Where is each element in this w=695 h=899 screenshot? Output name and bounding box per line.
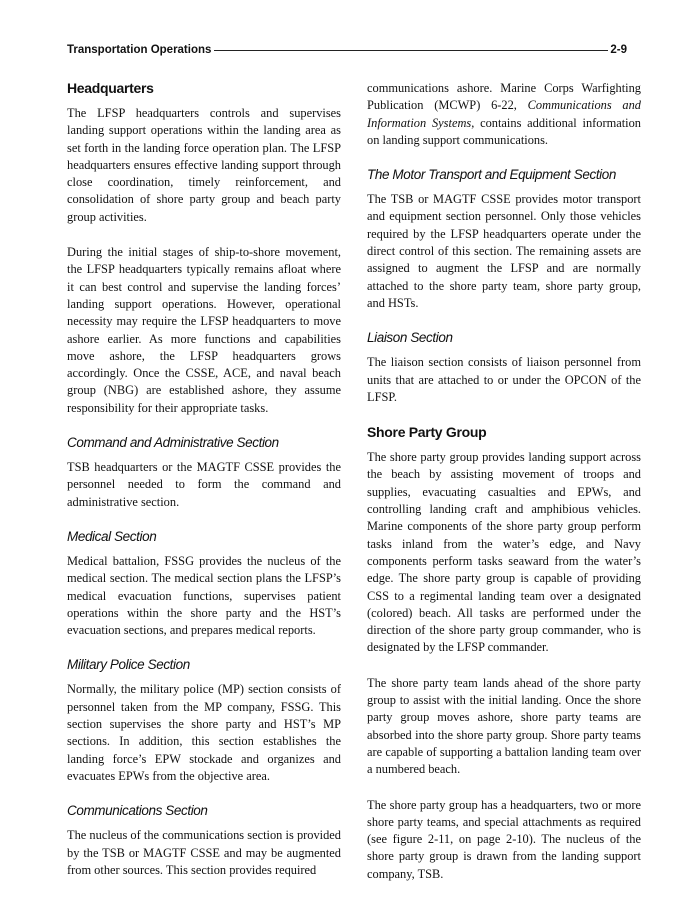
running-header-title: Transportation Operations [67,44,212,56]
communications-paragraph: The nucleus of the communications section is provided by the TSB or MAGTF CSSE and may be augmented from other sources. This section provides required [67,828,341,877]
shore-party-group-heading: Shore Party Group [367,424,487,441]
running-header [67,42,627,58]
medical-paragraph: Medical battalion, FSSG provides the nucleus of the medical section. The medical section plans the LFSP’s medical evacuation functions, supervises patient operations within the shore party and the HST’s evacuation sections, and prepares medical reports. [67,553,341,638]
medical-heading: Medical Section [67,528,157,544]
headquarters-paragraph-1: The LFSP headquarters controls and supervises landing support operations within the landing area as set forth in the landing force operation plan. The LFSP headquarters ensures effective landing support through close coordination, timely reinforcement, and consolidation of shore party group and beach party group activities. [67,106,341,224]
left-column [67,80,341,879]
command-admin-paragraph: TSB headquarters or the MAGTF CSSE provides the personnel needed to form the command and administrative section. [67,460,341,509]
motor-transport-paragraph: The TSB or MAGTF CSSE provides motor transport and equipment section personnel. Only those vehicles required by the LFSP headquarters operate under the direct control of this section. The remaining assets are assigned to augment the LFSP and are normally attached to the shore party team, shore party group, and HSTs. [367,192,641,310]
headquarters-paragraph-2: During the initial stages of ship-to-shore movement, the LFSP headquarters typically remains afloat where it can best control and supervise the landing forces’ landing support operations. However, operational necessity may require the LFSP headquarters to move ashore earlier. As more functions and capabilities move ashore, the LFSP headquarters grows accordingly. Once the CSSE, ACE, and naval beach group (NBG) are established ashore, they assume responsibility for their appropriate tasks. [67,245,341,415]
comms-cont-text-2: , contains additional information on landing support communications. [367,115,642,147]
communications-heading: Communications Section [67,803,208,819]
page-number: 2-9 [610,44,627,56]
shore-party-paragraph-3: The shore party group has a headquarters, two or more shore party teams, and special attachments as required (see figure 2-11, on page 2-10). The nucleus of the shore party group is drawn from the landing support company, TSB. [367,797,641,881]
liaison-paragraph: The liaison section consists of liaison personnel from units that are attached to or under the OPCON of the LFSP. [367,355,641,404]
military-police-heading: Military Police Section [67,657,190,673]
military-police-paragraph: Normally, the military police (MP) section consists of personnel taken from the MP company, FSSG. This section supervises the shore party and HST’s MP sections. In addition, this section establishes the landing force’s EPW stockade and organizes and evacuates EPWs from the objective area. [67,682,341,783]
header-rule [214,50,608,51]
comms-cont-text-1: communications ashore. Marine Corps Warfighting Publication (MCWP) 6-22, [367,81,641,113]
liaison-heading: Liaison Section [367,330,453,346]
motor-transport-heading: The Motor Transport and Equipment Section [367,167,616,183]
right-column [367,80,641,883]
shore-party-paragraph-1: The shore party group provides landing support across the beach by assisting movement of troops and supplies, evacuating casualties and EPWs, and controlling landing craft and amphibious vehicles. Marine components of the shore party group perform tasks inland from the water’s edge, and Navy components perform tasks seaward from the water’s edge. The shore party group is capable of providing CSS to a regimental landing team over a designated (colored) beach. All tasks are performed under the direction of the shore party group commander, who is designated by the LFSP commander. [367,450,641,655]
publication-title: Communications and Information Systems [367,98,642,130]
communications-continued-paragraph [367,80,641,149]
command-admin-heading: Command and Administrative Section [67,435,279,451]
headquarters-heading: Headquarters [67,80,154,96]
shore-party-paragraph-2: The shore party team lands ahead of the shore party group to assist with the initial landing. Once the shore party group moves ashore, shore party teams are absorbed into the shore party group. Shore party teams are capable of supporting a battalion landing team over a numbered beach. [367,675,641,777]
